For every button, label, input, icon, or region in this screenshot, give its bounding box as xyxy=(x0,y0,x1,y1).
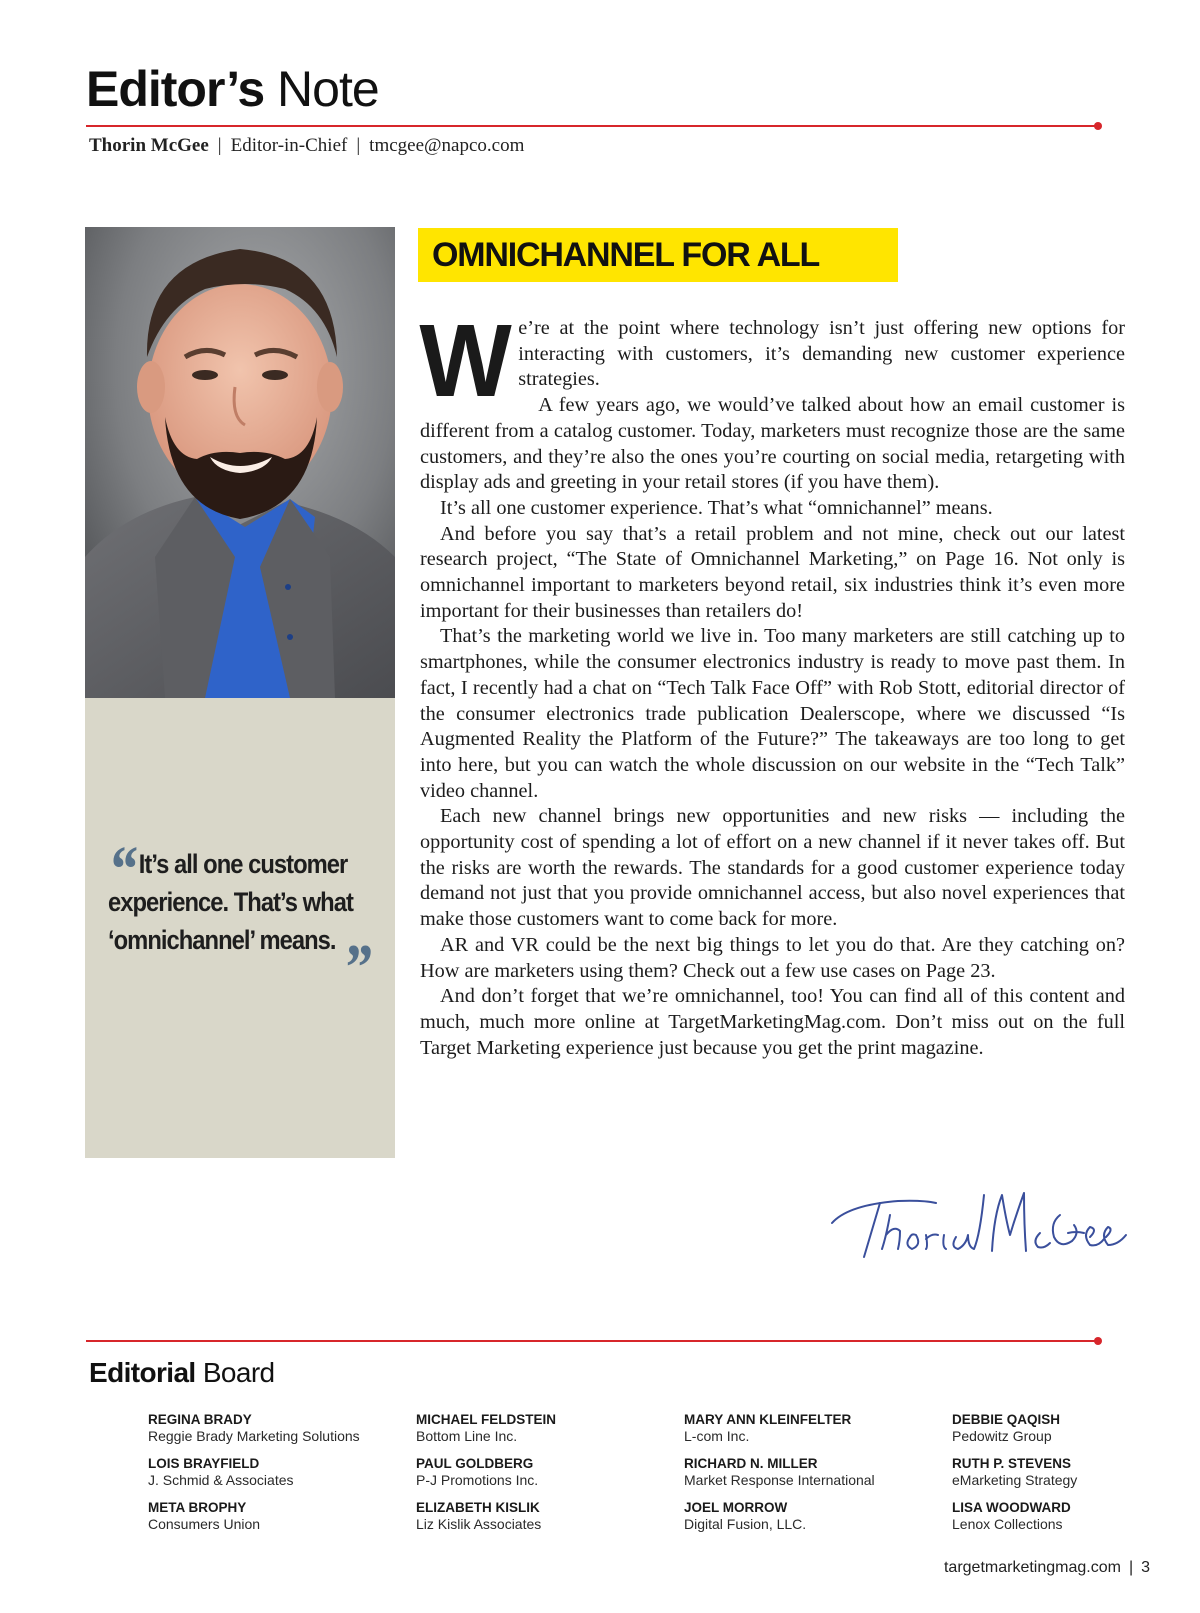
member-name: JOEL MORROW xyxy=(684,1500,788,1515)
editorial-board-title xyxy=(89,1357,275,1389)
article-paragraph: And before you say that’s a retail problem and not mine, check out our latest research project, “The State of Omnichannel Marketing,” on Page 16. Not only is omnichannel important to marketers beyond retail, six industries think it’s even more important for their businesses than retailers do! xyxy=(420,522,1125,622)
board-title-light: Board xyxy=(202,1357,275,1388)
pull-quote-text: It’s all one customer experience. That’s what ‘omnichannel’ means. xyxy=(108,849,353,955)
footer-separator: | xyxy=(1128,1559,1134,1576)
board-member xyxy=(684,1499,944,1533)
board-member xyxy=(952,1455,1200,1489)
article-paragraph: That’s the marketing world we live in. Too many marketers are still catching up to smartphones, while the consumer electronics industry is ready to move past them. In fact, I recently had a chat on “Tech Talk Face Off” with Rob Stott, editorial director of the consumer electronics trade publication Dealerscope, where we discussed “Is Augmented Reality the Platform of the Future?” The takeaways are too long to get into here, but you can watch the whole discussion on our website in the “Tech Talk” video channel. xyxy=(420,625,1125,802)
board-member xyxy=(416,1411,676,1445)
editor-portrait xyxy=(85,227,395,698)
member-name: RUTH P. STEVENS xyxy=(952,1456,1072,1471)
page-footer xyxy=(944,1559,1150,1577)
page-title xyxy=(86,60,379,118)
article-paragraph: And don’t forget that we’re omnichannel, too! You can find all of this content and much, much more online at TargetMarketingMag.com. Don’t miss out on the full Target Marketing experience just because you get the print magazine. xyxy=(420,985,1125,1059)
board-member xyxy=(148,1411,408,1445)
open-quote-icon: “ xyxy=(108,833,132,906)
member-org: Consumers Union xyxy=(148,1516,261,1532)
article-paragraph: Each new channel brings new opportunities and new risks — including the opportunity cost of spending a lot of effort on a new channel if it never takes off. But the risks are worth the rewards. The standards for a good customer experience today demand not just that you provide omnichannel access, but also novel experiences that make those customers want to come back for more. xyxy=(420,805,1125,931)
drop-cap: W xyxy=(419,303,508,418)
article-paragraph xyxy=(419,303,1125,418)
member-org: Digital Fusion, LLC. xyxy=(684,1516,807,1532)
board-member xyxy=(416,1499,676,1533)
member-org: Lenox Collections xyxy=(952,1516,1063,1532)
board-member xyxy=(684,1455,944,1489)
member-org: L-com Inc. xyxy=(684,1428,750,1444)
byline-separator: | xyxy=(356,135,361,156)
member-org: J. Schmid & Associates xyxy=(148,1472,294,1488)
board-member xyxy=(148,1455,408,1489)
header-divider xyxy=(86,125,1098,127)
paragraph-text: e’re at the point where technology isn’t just offering new options for interacting with customers, it’s demanding new customer experience strategies. xyxy=(518,317,1125,391)
article-paragraph: A few years ago, we would’ve talked about how an email customer is different from a catalog customer. Today, marketers must recognize those are the same customers, and they’re also the ones you’re courting on social media, retargeting with display ads and greeting in your retail stores (if you have them). xyxy=(420,394,1125,494)
author-name: Thorin McGee xyxy=(89,135,209,156)
member-name: PAUL GOLDBERG xyxy=(416,1456,534,1471)
member-org: Reggie Brady Marketing Solutions xyxy=(148,1428,360,1444)
website-link[interactable]: targetmarketingmag.com xyxy=(943,1559,1121,1576)
member-org: Pedowitz Group xyxy=(952,1428,1052,1444)
member-name: RICHARD N. MILLER xyxy=(684,1456,818,1471)
byline-separator: | xyxy=(217,135,222,156)
board-member xyxy=(148,1499,408,1533)
author-role: Editor-in-Chief xyxy=(230,135,348,156)
page-number: 3 xyxy=(1141,1559,1150,1576)
member-name: ELIZABETH KISLIK xyxy=(416,1500,540,1515)
board-member xyxy=(952,1411,1200,1445)
byline xyxy=(89,135,524,157)
board-member xyxy=(684,1411,944,1445)
member-name: META BROPHY xyxy=(148,1500,247,1515)
page-title-bold: Editor’s xyxy=(86,61,265,117)
member-org: eMarketing Strategy xyxy=(952,1472,1078,1488)
divider-dot xyxy=(1094,1337,1102,1345)
article-paragraph: It’s all one customer experience. That’s what “omnichannel” means. xyxy=(440,496,993,519)
member-org: Market Response International xyxy=(684,1472,875,1488)
signature xyxy=(828,1175,1128,1265)
member-name: DEBBIE QAQISH xyxy=(952,1412,1061,1427)
article-paragraph: AR and VR could be the next big things to let you do that. Are they catching on? How are marketers using them? Check out a few use cases on Page 23. xyxy=(420,933,1125,982)
member-name: MARY ANN KLEINFELTER xyxy=(684,1412,852,1427)
board-title-bold: Editorial xyxy=(89,1357,196,1388)
board-member xyxy=(416,1455,676,1489)
member-org: P-J Promotions Inc. xyxy=(416,1472,539,1488)
board-member xyxy=(952,1499,1200,1533)
member-name: LISA WOODWARD xyxy=(952,1500,1071,1515)
member-org: Bottom Line Inc. xyxy=(416,1428,518,1444)
article-headline: OMNICHANNEL FOR ALL xyxy=(432,236,820,274)
board-divider xyxy=(86,1340,1098,1342)
member-org: Liz Kislik Associates xyxy=(416,1516,542,1532)
divider-dot xyxy=(1094,122,1102,130)
member-name: MICHAEL FELDSTEIN xyxy=(416,1412,557,1427)
member-name: LOIS BRAYFIELD xyxy=(148,1456,260,1471)
author-email[interactable]: tmcgee@napco.com xyxy=(369,135,525,156)
article-body xyxy=(419,303,1125,1061)
member-name: REGINA BRADY xyxy=(148,1412,252,1427)
close-quote-icon: ” xyxy=(342,931,367,1004)
pull-quote xyxy=(108,833,390,1004)
editor-photo xyxy=(85,227,395,698)
page-title-light: Note xyxy=(277,61,379,117)
